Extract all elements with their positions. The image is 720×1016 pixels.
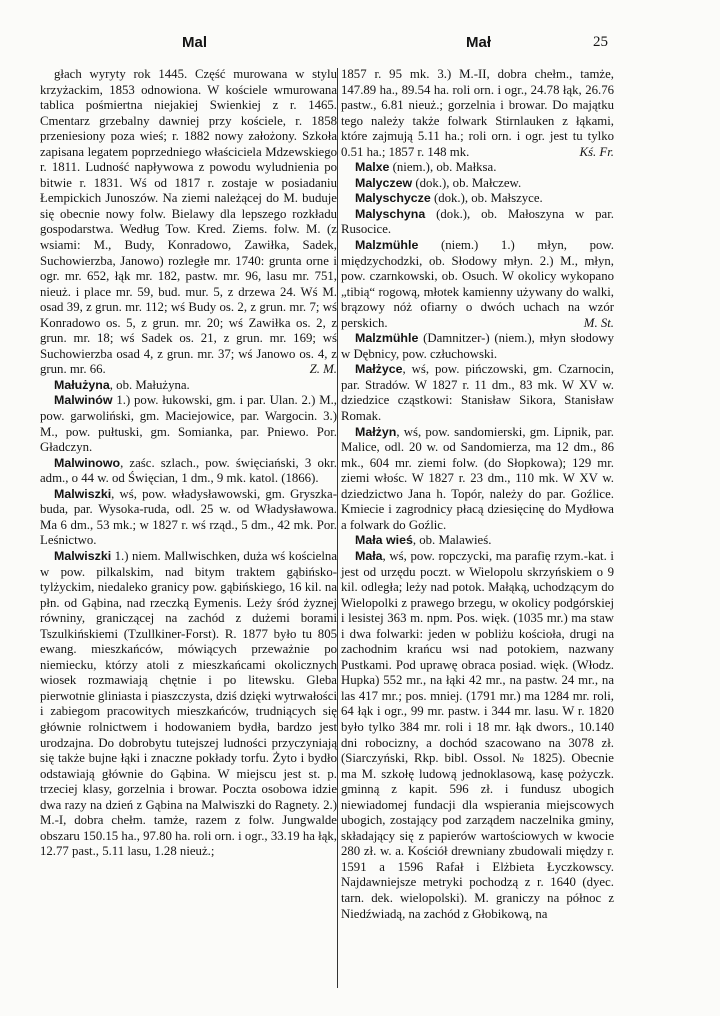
entry-headword: Małżyce [355, 362, 403, 377]
entry-headword: Malwiszki [54, 486, 112, 501]
left-column [40, 67, 337, 860]
running-header [0, 34, 720, 56]
entry-text: (Damnitzer-) (niem.), młyn słodowy w Dębnicy, pow. człuchowski. [341, 331, 614, 361]
entry-headword: Malxe [355, 160, 390, 175]
entry-headword: Malzmühle [355, 238, 419, 253]
entry-text: , ob. Małużyna. [109, 377, 190, 392]
entry-text: , ob. Malawieś. [412, 533, 492, 548]
dictionary-entry [40, 487, 337, 549]
column-divider [337, 68, 338, 988]
entry-text: (dok.), ob. Małszyce. [430, 191, 543, 206]
entry-headword: Małużyna [54, 377, 110, 392]
dictionary-entry [341, 67, 614, 160]
dictionary-entry [341, 533, 614, 549]
dictionary-entry [341, 176, 614, 192]
dictionary-entry [40, 393, 337, 455]
header-center-word: Mał [466, 34, 492, 51]
entry-text: głach wyryty rok 1445. Część murowana w stylu krzyżackim, 1853 odnowiona. W kościele wmurowana tablica pośmiertna niejakiej Swienkiej z r. 1465. Cmentarz grzebalny dawniej przy kościele, r. 1858 przeniesiony poza wieś; r. 1882 nowy założony. Szkoła zapisana legatem poprzedniego właściciela Mdzewskiego r. 1811. Ludność napływowa z powodu wyludnienia po bitwie r. 1831. Wś od 1817 r. zostaje w posiadaniu Łempickich Junoszów. Na ziemi należącej do M. buduje się obecnie nowy folw. Bielawy dla lepszego rozkładu gospodarstwa. Według Tow. Kred. Ziems. folw. M. (z wsiami: M., Budy, Konradowo, Zawiłka, Sadek, Suchowierzba, Janowo) rozległe mr. 1740: grunta orne i ogr. mr. 652, łąk mr. 182, pastw. mr. 96, lasu mr. 751, nieuż. i place mr. 59, bud. mur. 5, z drzewa 24. Wś M. osad 39, z grun. mr. 112; wś Budy os. 2, z grun. mr. 7; wś Konradowo os. 5, z grun. mr. 20; wś Zawiłka os. 2, z grun. mr. 18; wś Sadek os. 21, z grun. mr. 169; wś Suchowierzba osad 4, z grun. mr. 37; wś Janowo os. 4, z grun. mr. 66. [40, 67, 337, 377]
dictionary-entry [40, 456, 337, 487]
entry-text: , zaśc. szlach., pow. święciański, 3 okr. adm., o 44 w. od Święcian, 1 dm., 9 mk. katol. (1866). [40, 455, 337, 486]
author-signature: Kś. Fr. [579, 144, 614, 159]
dictionary-entry [341, 331, 614, 362]
entry-text: 1857 r. 95 mk. 3.) M.-II, dobra chełm., tamże, 147.89 ha., 89.54 ha. roli orn. i ogr., 24.78 łąk, 26.76 pastw., 6.81 nieuż.; gorzelnia i browar. Do majątku tego należy także folwark Stirnlauken z łąkami, które zajmują 5.11 ha.; roli orn. i ogr. jest tu tylko 0.51 ha.; 1857 r. 148 mk. [341, 67, 614, 159]
author-signature: Z. M. [309, 362, 337, 377]
dictionary-entry [40, 549, 337, 860]
entry-headword: Malwinów [54, 393, 113, 408]
dictionary-entry [341, 238, 614, 331]
page-number: 25 [593, 34, 608, 50]
dictionary-entry [341, 191, 614, 207]
entry-headword: Mała [355, 548, 383, 563]
author-signature: M. St. [583, 315, 614, 330]
entry-text: (niem.) 1.) młyn, pow. międzychodzki, ob. Słodowy młyn. 2.) M., młyn, pow. czarnkowski, ob. Osuch. W okolicy wykopano „tibią“ rogową, młotek kamienny używany do walki, brązowy nóż ofiarny o dwóch uchach na wzór perskich. [341, 238, 614, 330]
entry-text: (dok.), ob. Małczew. [412, 175, 522, 190]
entry-headword: Małżyn [355, 424, 397, 439]
dictionary-entry [341, 549, 614, 922]
dictionary-entry [341, 362, 614, 424]
entry-headword: Mała wieś [355, 533, 413, 548]
entry-headword: Malzmühle [355, 331, 419, 346]
dictionary-entry [341, 160, 614, 176]
right-column [341, 67, 614, 922]
entry-headword: Malyschycze [355, 191, 431, 206]
entry-headword: Malyczew [355, 175, 413, 190]
entry-headword: Malwiszki [54, 548, 112, 563]
entry-text: 1.) niem. Mallwischken, duża wś kościelna w pow. pilkalskim, nad bitym traktem gąbińsko-tylżyckim, niedaleko granicy pow. gąbińskiego, 16 kil. na płn. od Gąbina, nad rzeczką Eymenis. Leży śród żyznej równiny, graniczącej na zachód z dużemi borami Tszulkińskiemi (Tzullkiner-Forst). R. 1877 było tu 805 ewang. mieszkańców, mówiących przeważnie po niemiecku, którzy atoli z mieszkańcami okolicznych wiosek rozmawiają chętnie i po litewsku. Gleba pierwotnie gliniasta i piaszczysta, dziś dzięki wytrwałości i zabiegom pracowitych mieszkańców, trudniących się głównie rolnictwem i hodowaniem bydła, bardzo jest urodzajna. Do dobrobytu tutejszej ludności przyczyniają się także bujne łąki i znaczne pokłady torfu. Żyto i bydło odstawiają głównie do Gąbina. W miejscu jest st. p. trzeciej klasy, gorzelnia i browar. Poczta osobowa idzie dwa razy na dzień z Gąbina na Malwiszki do Ragnety. 2.) M.-I, dobra chełm. tamże, razem z folw. Jungwalde obszaru 150.15 ha., 97.80 ha. roli orn. i ogr., 33.19 ha łąk, 12.77 past., 5.11 lasu, 1.28 nieuż.; [40, 548, 337, 859]
dictionary-entry [341, 207, 614, 238]
dictionary-entry [40, 67, 337, 378]
entry-headword: Malwinowo [54, 455, 121, 470]
entry-text: (niem.), ob. Małksa. [389, 160, 497, 175]
entry-text: , wś, pow. władysławowski, gm. Gryszka-buda, par. Wysoka-ruda, odl. 25 w. od Władysławowa. Ma 6 dm., 53 mk.; w 1827 r. wś rząd., 5 dm., 42 mk. Por. Leśnictwo. [40, 486, 337, 548]
entry-text: , wś, pow. pińczowski, gm. Czarnocin, par. Stradów. W 1827 r. 11 dm., 83 mk. W XV w. dziedzice cząstkowi: Stanisław Sikora, Stanisław Romak. [341, 362, 614, 424]
dictionary-entry [341, 425, 614, 534]
entry-headword: Malyschyna [355, 206, 426, 221]
entry-text: (dok.), ob. Małoszyna w par. Rusocice. [341, 206, 614, 237]
header-left-word: Mal [182, 34, 208, 51]
dictionary-entry [40, 378, 337, 394]
entry-text: 1.) pow. łukowski, gm. i par. Ulan. 2.) M., pow. garwoliński, gm. Maciejowice, par. Wargocin. 3.) M., pow. pułtuski, gm. Somianka, par. Pniewo. Por. Gładczyn. [40, 393, 337, 455]
entry-text: , wś, pow. sandomierski, gm. Lipnik, par. Malice, odl. 20 w. od Sandomierza, ma 12 dm., 86 mk., 604 mr. ziemi folw. (do Słopkowa); 129 mr. ziemi włośc. W 1827 r. 23 dm., 110 mk. W XV w. dziedzictwo Jana h. Topór, należy do par. Goźlice. Kmiecie i zagrodnicy płacą dziesięcinę do Mydłowa a folwark do Goźlic. [341, 424, 614, 532]
entry-text: , wś, pow. ropczycki, ma parafię rzym.-kat. i jest od urzędu poczt. w Wielopolu skrzyńskiem o 9 kil. odległa; leży nad potok. Małąką, uchodzącym do Wielopolki z prawego brzegu, w okolicy podgórskiej i lesistej 363 m. npm. Pos. więk. (1035 mr.) ma staw i dwa folwarki: jeden w pobliżu kościoła, drugi na zachodnim krańcu wsi nad potokiem, nazwany Pustkami. Pod uprawę obraca posiad. więk. (Włodz. Hupka) 552 mr., na łąki 42 mr., na pastw. 24 mr., na las 417 mr.; pos. mniej. (1791 mr.) ma 1284 mr. roli, 64 łąk i ogr., 99 mr. pastw. i 344 mr. lasu. W r. 1820 było tylko 384 mr. roli i 18 mr. łąk dwors., 10.140 dni robocizny, a dochód szacowano na 3078 zł. (Siarczyński, Rkp. bibl. Ossol. № 1825). Obecnie ma M. szkołę ludową jednoklasową, kasę pożyczk. gminną z kapit. 596 zł. i fundusz ubogich niewiadomej fundacji dla wspierania miejscowych ubogich, zostający pod zarządem naczelnika gminy, składający się z papierów wartościowych w kwocie 280 zł. w. a. Kościół drewniany zbudowali między r. 1591 a 1596 Rafał i Elżbieta Łyczkowscy. Najdawniejsze metryki pochodzą z r. 1640 (dyec. tarn. dek. wielopolski). M. graniczy na północ z Niedźwiadą, na zachód z Głobikową, na [341, 548, 614, 921]
